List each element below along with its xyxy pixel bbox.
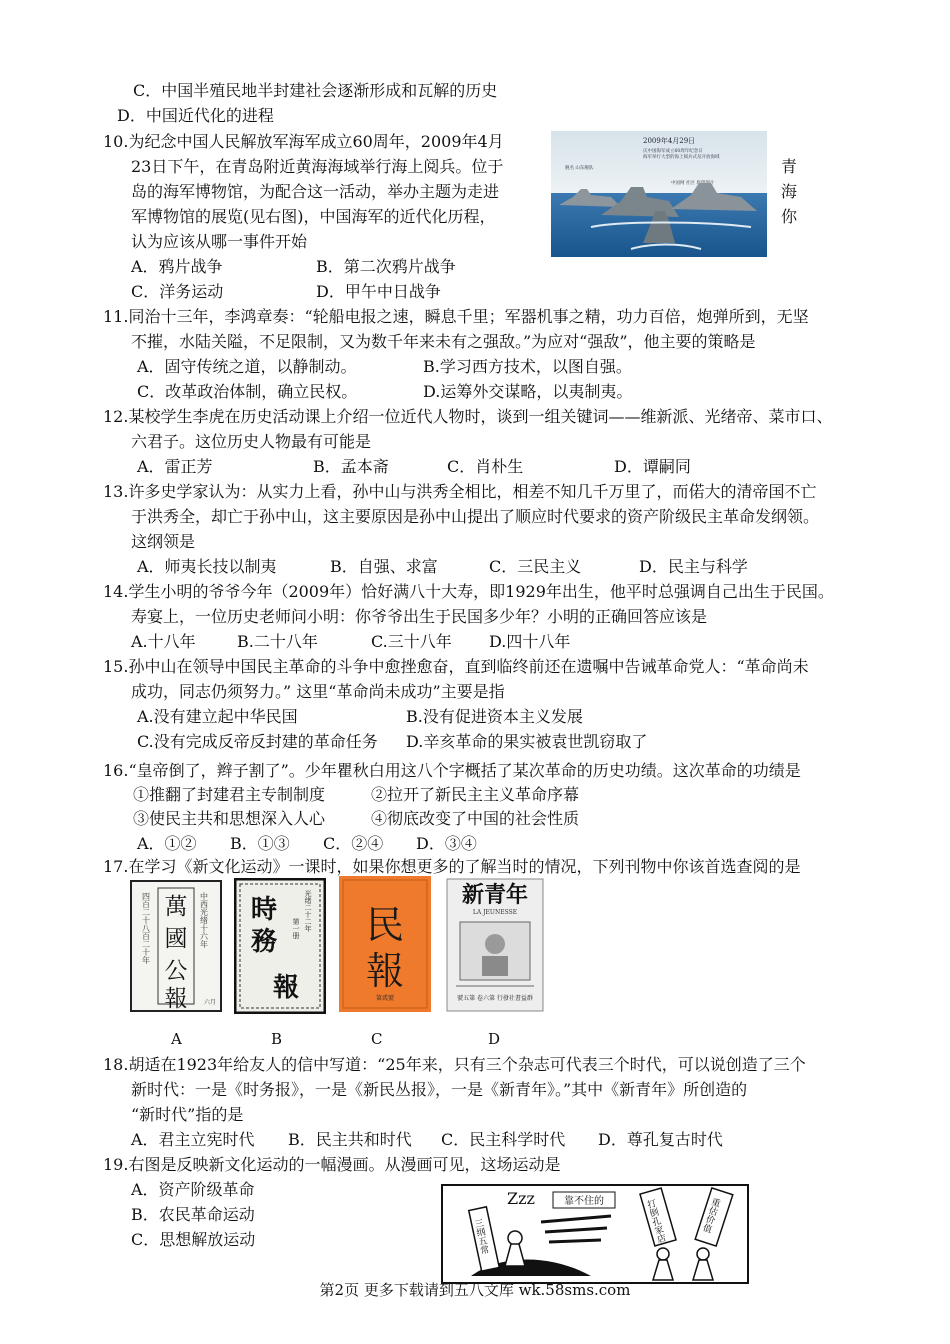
q11-option-d: D.运筹外交谋略，以夷制夷。 <box>423 382 633 401</box>
cover-a-side-text: 中西光绪十六年 <box>199 892 209 948</box>
q18-stem: 新时代：一是《时务报》，一是《新民丛报》，一是《新青年》。”其中《新青年》所创造的 <box>131 1080 748 1099</box>
q11-option-c: C．改革政治体制，确立民权。 <box>137 382 358 401</box>
cover-b-title-char: 務 <box>250 927 278 957</box>
cover-a-side-text: 四百二十八百二十年 <box>141 892 151 964</box>
q13-option-c: C．三民主义 <box>489 557 582 576</box>
q14-stem: 寿宴上，一位历史老师问小明：你爷爷出生于民国多少年？小明的正确回答应该是 <box>131 607 708 626</box>
cartoon-pole-text: 三纲五常 <box>471 1218 490 1256</box>
q19-option-b: B．农民革命运动 <box>131 1205 255 1224</box>
q16-statement-1: ①推翻了封建君主专制制度 <box>133 785 326 804</box>
q15-option-b: B.没有促进资本主义发展 <box>406 707 583 726</box>
cover-b-side-text: 光绪二十二年 <box>304 890 312 932</box>
q16-option-a: A．①② <box>137 834 197 853</box>
q16-stem: 16.“皇帝倒了，辫子割了”。少年瞿秋白用这八个字概括了某次革命的历史功绩。这次革命的功绩是 <box>103 761 801 780</box>
cartoon-flag-text: 重估价值 <box>700 1196 721 1234</box>
q13-stem: 于洪秀全，却亡于孙中山，这主要原因是孙中山提出了顺应时代要求的资产阶级民主革命发纲领。 <box>131 507 820 526</box>
q13-option-d: D．民主与科学 <box>639 557 748 576</box>
cover-a-title-char: 萬 <box>164 894 188 920</box>
cover-label-a: A <box>171 1030 182 1048</box>
cover-c-footer: 第贰號 <box>375 995 395 1002</box>
page-footer: 第2页 更多下载请到五八文库 wk.58sms.com <box>319 1281 631 1299</box>
magazine-cover-a <box>130 880 222 1012</box>
q12-stem: 12.某校学生李虎在历史活动课上介绍一位近代人物时，谈到一组关键词——维新派、光绪帝、菜市口、 <box>103 407 833 426</box>
q10-option-d: D．甲午中日战争 <box>316 282 441 301</box>
q18-option-b: B．民主共和时代 <box>288 1130 412 1149</box>
q12-option-d: D．谭嗣同 <box>614 457 691 476</box>
cover-a-title-char: 報 <box>164 986 188 1012</box>
q10-stem: 军博物馆的展览(见右图)，中国海军的近代化历程， <box>131 207 496 226</box>
q11-option-b: B.学习西方技术，以图自强。 <box>423 357 632 376</box>
q18-stem: 18.胡适在1923年给友人的信中写道：“25年来，只有三个杂志可代表三个时代，可以说创造了三个 <box>103 1055 806 1074</box>
cover-d-footer: 號五第 卷六第 行發社書益群 <box>457 995 533 1002</box>
q13-option-a: A．师夷长技以制夷 <box>137 557 277 576</box>
q10-option-b: B．第二次鸦片战争 <box>316 257 456 276</box>
cover-b-title-char: 報 <box>272 973 300 1003</box>
cover-a-footer: 六月 <box>204 999 217 1006</box>
q18-option-a: A．君主立宪时代 <box>131 1130 255 1149</box>
q12-stem: 六君子。这位历史人物最有可能是 <box>131 432 372 451</box>
q10-stem: 10.为纪念中国人民解放军海军成立60周年，2009年4月 <box>103 132 504 151</box>
q16-option-c: C．②④ <box>323 834 384 853</box>
q10-stem: 23日下午，在青岛附近黄海海域举行海上阅兵。位于 <box>131 157 504 176</box>
q11-stem: 11.同治十三年，李鸿章奏：“轮船电报之速，瞬息千里；军器机事之精，功力百倍，炮弹所到，无坚 <box>103 307 809 326</box>
cover-label-b: B <box>271 1030 283 1048</box>
q10-stem: 认为应该从哪一事件开始 <box>131 232 308 251</box>
photo-subcaption: 庆中国海军成立60周年纪念日 <box>643 149 703 154</box>
q12-option-c: C．肖朴生 <box>447 457 524 476</box>
q10-option-a: A．鸦片战争 <box>131 257 223 276</box>
q14-stem: 14.学生小明的爷爷今年（2009年）恰好满八十大寿，即1929年出生，他平时总强调自己出生于民国。 <box>103 582 834 601</box>
q14-option-a: A.十八年 <box>131 632 196 651</box>
photo-tag: 舰名 山东舰队 <box>565 166 594 171</box>
magazine-cover-b <box>234 878 326 1014</box>
q10-stem: 青 <box>781 157 798 176</box>
cover-b-side-text: 第一册 <box>292 918 300 939</box>
cover-d-subtitle: LA JEUNESSE <box>472 909 518 916</box>
q10-option-c: C．洋务运动 <box>131 282 224 301</box>
q14-option-c: C.三十八年 <box>371 632 452 651</box>
q12-option-a: A．雷正芳 <box>137 457 213 476</box>
photo-credit: 中国网 社区 原创图片 <box>671 181 715 186</box>
q10-stem: 岛的海军博物馆，为配合这一活动，举办主题为走进 <box>131 182 500 201</box>
q9-option-c: C．中国半殖民地半封建社会逐渐形成和瓦解的历史 <box>133 81 498 100</box>
cartoon-flag-text: 打倒孔家店 <box>644 1198 667 1245</box>
q16-statement-3: ③使民主共和思想深入人心 <box>133 809 326 828</box>
q14-option-b: B.二十八年 <box>237 632 318 651</box>
q14-option-d: D.四十八年 <box>489 632 571 651</box>
q15-stem: 15.孙中山在领导中国民主革命的斗争中愈挫愈奋，直到临终前还在遗嘱中告诫革命党人：“革命尚未 <box>103 657 809 676</box>
magazine-cover-d <box>446 878 544 1012</box>
photo-caption: 2009年4月29日 <box>643 137 696 145</box>
cartoon-sign: 靠不住的 <box>564 1196 604 1207</box>
q9-option-d: D．中国近代化的进程 <box>117 106 274 125</box>
cover-c-title-char: 民 <box>365 903 405 947</box>
q13-stem: 这纲领是 <box>131 532 196 551</box>
cover-label-d: D <box>488 1030 501 1048</box>
q19-option-c: C．思想解放运动 <box>131 1230 256 1249</box>
cover-d-title: 新青年 <box>461 882 529 908</box>
new-culture-cartoon <box>441 1184 749 1284</box>
cover-c-title-char: 報 <box>365 949 405 993</box>
q16-option-b: B．①③ <box>230 834 290 853</box>
cover-a-title-char: 國 <box>164 926 188 952</box>
q18-stem: “新时代”指的是 <box>131 1105 244 1124</box>
q10-stem: 你 <box>781 207 798 226</box>
q17-stem: 17.在学习《新文化运动》一课时，如果你想更多的了解当时的情况，下列刊物中你该首选查阅的是 <box>103 857 801 876</box>
q12-option-b: B．孟本斋 <box>313 457 389 476</box>
q19-stem: 19.右图是反映新文化运动的一幅漫画。从漫画可见，这场运动是 <box>103 1155 561 1174</box>
cartoon-snore: Zzz <box>507 1189 535 1208</box>
cover-label-c: C <box>371 1030 383 1048</box>
q19-option-a: A．资产阶级革命 <box>131 1180 255 1199</box>
q15-option-d: D.辛亥革命的果实被袁世凯窃取了 <box>406 732 648 751</box>
cover-a-title-char: 公 <box>164 958 188 984</box>
magazine-cover-c <box>339 876 431 1012</box>
q18-option-c: C．民主科学时代 <box>441 1130 566 1149</box>
q11-option-a: A．固守传统之道，以静制动。 <box>137 357 357 376</box>
photo-subcaption: 海军举行大型的海上阅兵式及开放海域 <box>643 155 720 160</box>
q16-statement-4: ④彻底改变了中国的社会性质 <box>371 809 580 828</box>
navy-review-photo <box>551 131 767 257</box>
q13-stem: 13.许多史学家认为：从实力上看，孙中山与洪秀全相比，相差不知几千万里了，而偌大的清帝国不亡 <box>103 482 817 501</box>
q13-option-b: B．自强、求富 <box>330 557 438 576</box>
q15-stem: 成功，同志仍须努力。” 这里“革命尚未成功”主要是指 <box>131 682 505 701</box>
q15-option-a: A.没有建立起中华民国 <box>137 707 298 726</box>
q15-option-c: C.没有完成反帝反封建的革命任务 <box>137 732 378 751</box>
q10-stem: 海 <box>781 182 798 201</box>
q11-stem: 不摧，水陆关隘，不足限制，又为数千年来未有之强敌。”为应对“强敌”，他主要的策略是 <box>131 332 756 351</box>
q18-option-d: D．尊孔复古时代 <box>598 1130 723 1149</box>
cover-b-title-char: 時 <box>250 895 278 925</box>
q16-statement-2: ②拉开了新民主主义革命序幕 <box>371 785 580 804</box>
q16-option-d: D．③④ <box>416 834 477 853</box>
